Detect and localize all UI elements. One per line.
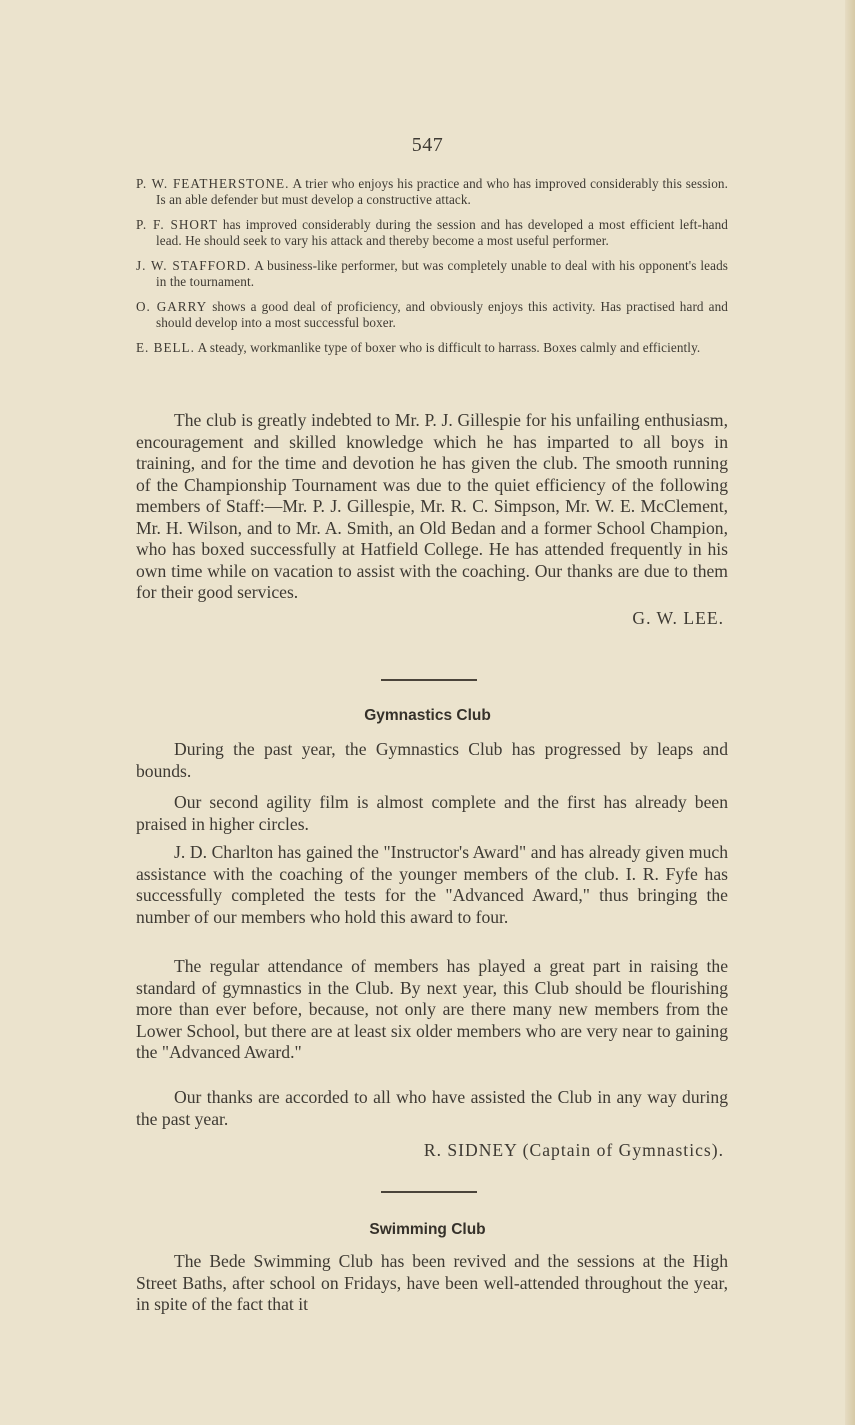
section-divider bbox=[381, 1191, 477, 1193]
boxer-entry bbox=[136, 176, 728, 208]
boxer-reports bbox=[136, 176, 728, 365]
gymnastics-para-1 bbox=[136, 739, 728, 782]
gymnastics-paragraph: During the past year, the Gymnastics Club has progressed by leaps and bounds. bbox=[136, 739, 728, 781]
swimming-paragraph: The Bede Swimming Club has been revived and the sessions at the High Street Baths, after school on Fridays, have been well-attended throughout the year, in spite of the fact that it bbox=[136, 1251, 728, 1314]
boxer-entry bbox=[136, 217, 728, 249]
boxer-comment: A business-like performer, but was completely unable to deal with his opponent's leads in the tournament. bbox=[156, 258, 728, 289]
gymnastics-paragraph: J. D. Charlton has gained the "Instructor's Award" and has already given much assistance with the coaching of the younger members of the club. I. R. Fyfe has successfully completed the tests for the "Advanced Award," thus bringing the number of our members who hold this award to four. bbox=[136, 842, 728, 927]
boxer-entry bbox=[136, 299, 728, 331]
gymnastics-paragraph: Our second agility film is almost complete and the first has already been praised in higher circles. bbox=[136, 792, 728, 834]
boxer-name: E. BELL. bbox=[136, 340, 195, 355]
gymnastics-signature: R. SIDNEY (Captain of Gymnastics). bbox=[423, 1140, 724, 1160]
gymnastics-para-2 bbox=[136, 792, 728, 835]
boxer-name: P. F. SHORT bbox=[136, 217, 218, 232]
gymnastics-para-3 bbox=[136, 842, 728, 928]
section-divider bbox=[381, 679, 477, 681]
boxing-paragraph: The club is greatly indebted to Mr. P. J. Gillespie for his unfailing enthusiasm, encouragement and skilled knowledge which he has imparted to all boys in training, and for the time and devotion he has given the club. The smooth running of the Championship Tournament was due to the quiet efficiency of the following members of Staff:—Mr. P. J. Gillespie, Mr. R. C. Simpson, Mr. W. E. McClement, Mr. H. Wilson, and to Mr. A. Smith, an Old Bedan and a former School Champion, who has boxed successfully at Hatfield College. He has attended frequently in his own time while on vacation to assist with the coaching. Our thanks are due to them for their good services. bbox=[136, 410, 728, 602]
swimming-heading: Swimming Club bbox=[369, 1221, 486, 1238]
gymnastics-signature-block bbox=[136, 1140, 728, 1161]
boxer-entry bbox=[136, 340, 728, 356]
boxer-comment: A trier who enjoys his practice and who has improved considerably this session. Is an able defender but must develop a constructive attack. bbox=[156, 176, 728, 207]
page-number: 547 bbox=[411, 134, 444, 156]
boxing-acknowledgement bbox=[136, 410, 728, 629]
boxer-name: J. W. STAFFORD. bbox=[136, 258, 252, 273]
boxer-name: O. GARRY bbox=[136, 299, 208, 314]
boxer-entry bbox=[136, 258, 728, 290]
gymnastics-paragraph: Our thanks are accorded to all who have assisted the Club in any way during the past year. bbox=[136, 1087, 728, 1129]
boxer-name: P. W. FEATHERSTONE. bbox=[136, 176, 290, 191]
boxer-comment: A steady, workmanlike type of boxer who is difficult to harrass. Boxes calmly and efficiently. bbox=[194, 340, 701, 355]
boxer-comment: has improved considerably during the session and has developed a most efficient left-hand lead. He should seek to vary his attack and thereby become a most useful performer. bbox=[156, 217, 729, 248]
boxing-signature: G. W. LEE. bbox=[632, 607, 724, 628]
gymnastics-heading: Gymnastics Club bbox=[364, 707, 491, 724]
boxer-comment: shows a good deal of proficiency, and obviously enjoys this activity. Has practised hard and should develop into a most successful boxer. bbox=[156, 299, 728, 330]
swimming-para bbox=[136, 1251, 728, 1316]
gymnastics-para-5 bbox=[136, 1087, 728, 1130]
gymnastics-paragraph: The regular attendance of members has played a great part in raising the standard of gymnastics in the Club. By next year, this Club should be flourishing more than ever before, because, not only are there many new members from the Lower School, but there are at least six older members who are very near to gaining the "Advanced Award." bbox=[136, 956, 728, 1062]
gymnastics-para-4 bbox=[136, 956, 728, 1064]
